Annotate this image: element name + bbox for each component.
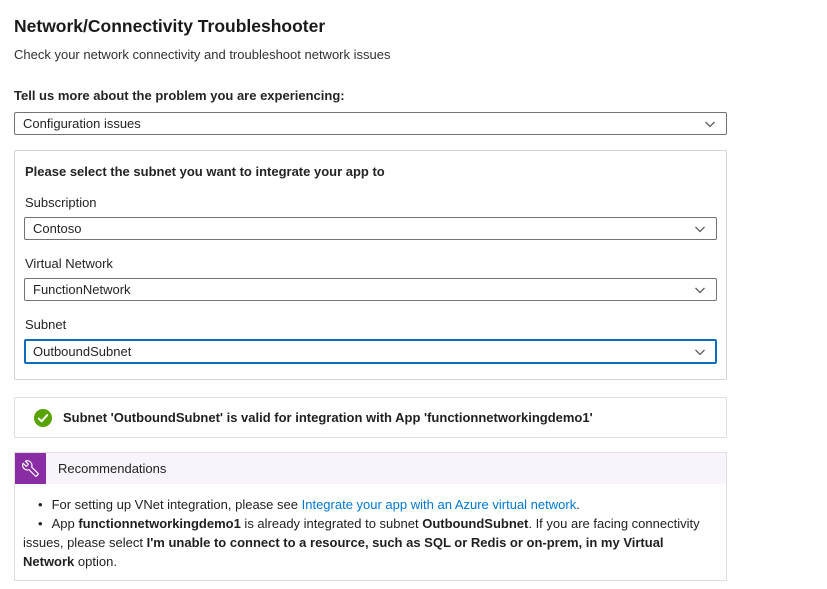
subnet-panel-heading: Please select the subnet you want to integrate your app to: [25, 164, 385, 179]
option-name-emphasis: I'm unable to connect to a resource, such as SQL or Redis or on-prem, in my Virtual Network: [23, 535, 664, 569]
recommendation-item-integrated: [23, 514, 714, 571]
chevron-down-icon: [693, 222, 707, 236]
success-check-icon: [34, 409, 52, 427]
subnet-name-emphasis: OutboundSubnet: [422, 516, 529, 531]
subnet-selection-panel: [14, 150, 727, 380]
wrench-icon: [15, 453, 46, 484]
recommendations-list: [15, 484, 726, 580]
subscription-label: Subscription: [25, 195, 97, 210]
recommendations-header: [15, 453, 726, 484]
recommendation-text: . If you are facing connectivity issues, please select: [23, 516, 700, 550]
recommendation-item-vnet: [23, 495, 714, 514]
app-name-emphasis: functionnetworkingdemo1: [78, 516, 241, 531]
problem-dropdown[interactable]: [14, 112, 727, 135]
subnet-label: Subnet: [25, 317, 67, 332]
chevron-down-icon: [693, 283, 707, 297]
virtual-network-dropdown[interactable]: [24, 278, 717, 301]
subscription-dropdown[interactable]: [24, 217, 717, 240]
page-title: Network/Connectivity Troubleshooter: [14, 16, 326, 36]
recommendation-text: For setting up VNet integration, please see: [51, 497, 302, 512]
chevron-down-icon: [703, 117, 717, 131]
recommendation-text: App: [51, 516, 79, 531]
recommendations-panel: [14, 452, 727, 581]
virtual-network-label: Virtual Network: [25, 256, 113, 271]
validation-success-banner: [14, 397, 727, 438]
recommendation-text: .: [576, 497, 580, 512]
page-subtitle: Check your network connectivity and troubleshoot network issues: [14, 47, 391, 62]
problem-question-label: Tell us more about the problem you are experiencing:: [14, 88, 345, 103]
subnet-dropdown-value: OutboundSubnet: [33, 344, 132, 359]
bullet-marker: •: [38, 497, 43, 512]
recommendations-title: Recommendations: [58, 461, 167, 476]
recommendation-text: is already integrated to subnet: [240, 516, 423, 531]
vnet-integration-link[interactable]: Integrate your app with an Azure virtual network: [301, 497, 577, 512]
recommendation-text: option.: [74, 554, 117, 569]
chevron-down-icon: [693, 345, 707, 359]
validation-message: Subnet 'OutboundSubnet' is valid for integration with App 'functionnetworkingdemo1': [63, 410, 593, 425]
problem-dropdown-value: Configuration issues: [23, 116, 141, 131]
subscription-dropdown-value: Contoso: [33, 221, 82, 236]
subnet-dropdown[interactable]: [24, 339, 717, 364]
bullet-marker: •: [38, 516, 43, 531]
virtual-network-dropdown-value: FunctionNetwork: [33, 282, 131, 297]
